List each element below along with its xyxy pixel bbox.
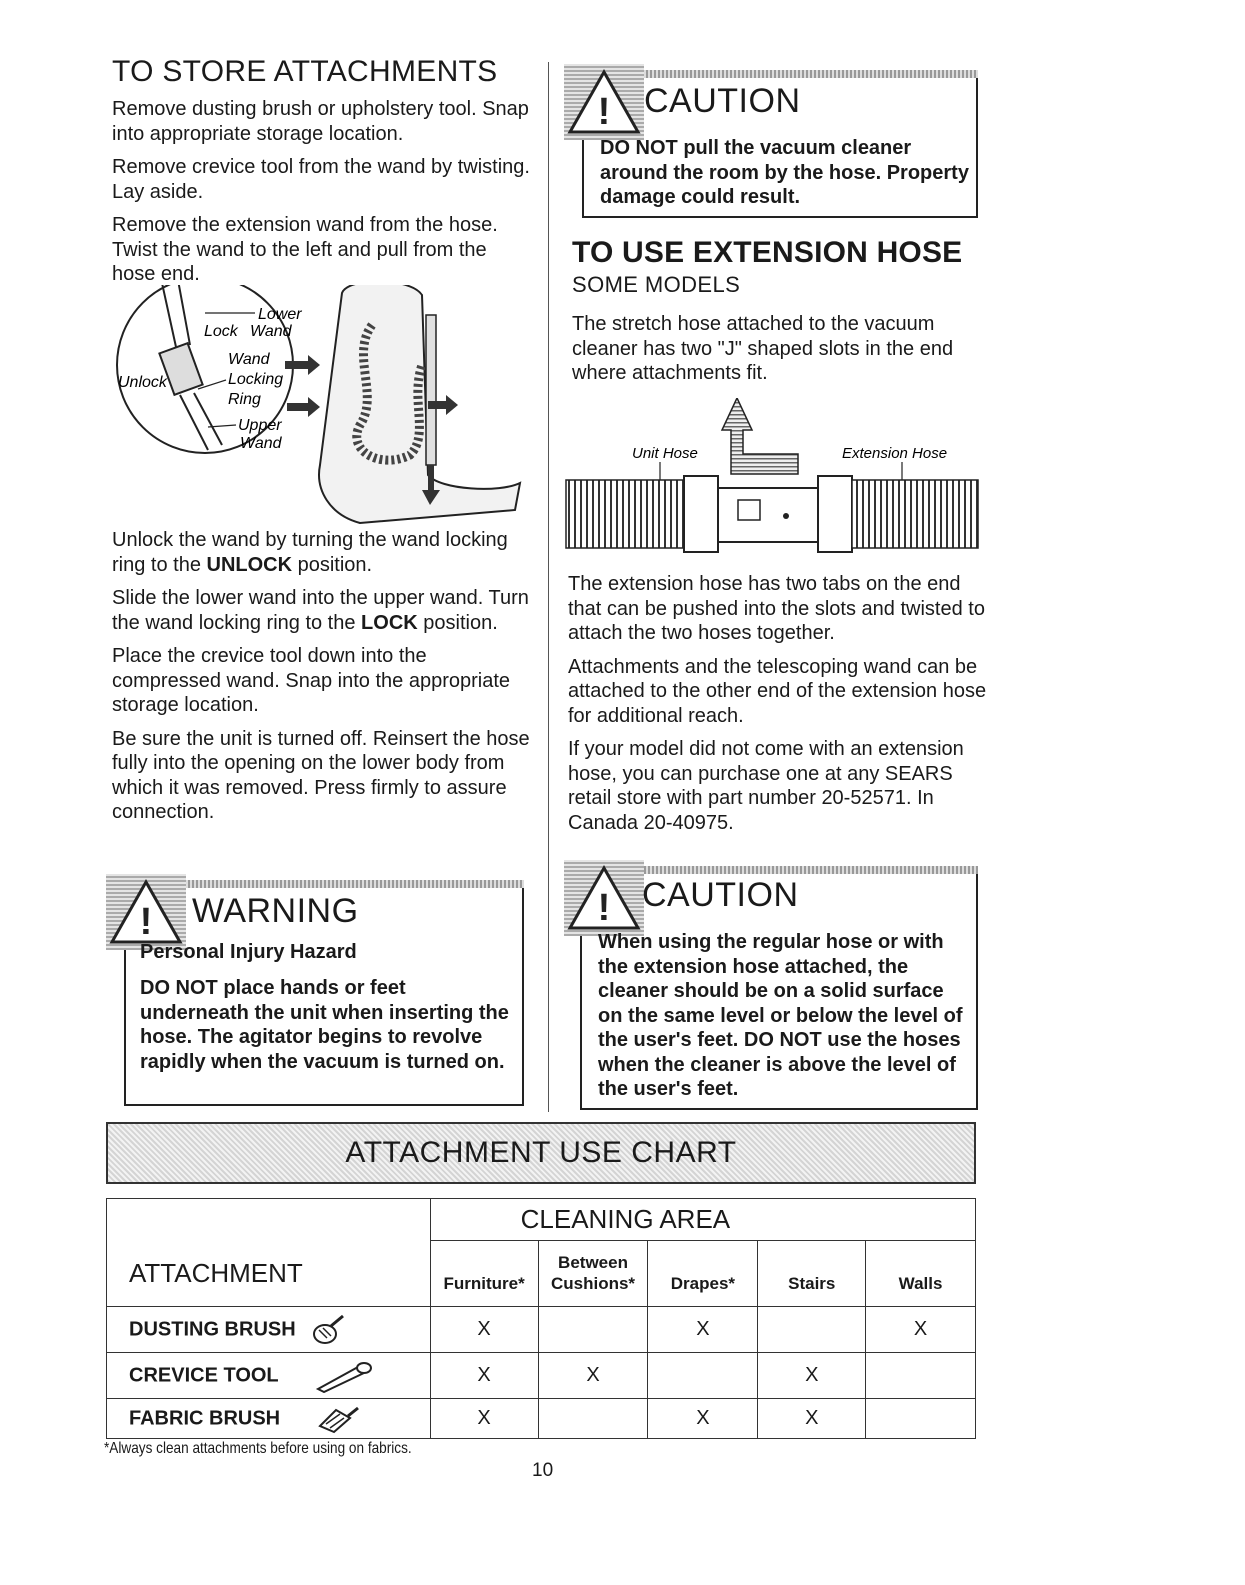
warning-box xyxy=(124,880,524,1106)
extension-hose-subtitle: SOME MODELS xyxy=(572,272,741,297)
extension-hose-section xyxy=(572,236,992,395)
unit-hose-shape xyxy=(566,480,684,548)
store-para-3: Remove the extension wand from the hose. Twist the wand to the left and pull from the hose end. xyxy=(112,214,498,285)
column-header: Drapes* xyxy=(648,1241,758,1307)
caution-1-body: DO NOT pull the vacuum cleaner around the room by the hose. Property damage could result. xyxy=(600,137,969,208)
upper-wand-tube xyxy=(180,393,222,450)
label-lower: Lower xyxy=(258,306,302,323)
caution-1-triangle-icon xyxy=(564,64,644,140)
caution-2-body: When using the regular hose or with the extension hose attached, the cleaner should be on a solid surface on the same level or below the level of the user's feet. DO NOT use the hoses when the cleaner is above the level of the user's feet. xyxy=(598,931,963,1100)
label-unit-hose: Unit Hose xyxy=(632,445,698,462)
mark-cell xyxy=(648,1353,758,1399)
extension-para-3: Attachments and the telescoping wand can be attached to the other end of the extension hose for additional reach. xyxy=(568,655,987,727)
label-lock: Lock xyxy=(204,323,238,340)
store-para-7: Be sure the unit is turned off. Reinsert the hose fully into the opening on the lower body from which it was removed. Press firmly to assure connection. xyxy=(112,727,530,823)
store-attachments-section xyxy=(112,55,532,296)
attachment-header: ATTACHMENT xyxy=(107,1241,431,1307)
ring-arrow-icon xyxy=(287,397,320,417)
mark-cell: X xyxy=(430,1399,538,1439)
svg-text:!: ! xyxy=(597,887,611,929)
extension-para-4: If your model did not come with an extension hose, you can purchase one at any SEARS retail store with part number 20-52571. In Canada 20-40975. xyxy=(568,738,964,834)
mark-cell: X xyxy=(648,1399,758,1439)
caution-2-triangle-icon xyxy=(564,860,644,936)
mark-cell: X xyxy=(648,1307,758,1353)
table-header-row-columns xyxy=(107,1241,976,1307)
label-wand: Wand xyxy=(228,351,270,368)
mark-cell xyxy=(758,1307,866,1353)
table-header-row-area xyxy=(107,1199,976,1241)
column-header: Walls xyxy=(866,1241,976,1307)
warning-icon-background xyxy=(106,874,186,950)
mark-cell: X xyxy=(430,1353,538,1399)
extension-hose-details xyxy=(568,572,988,844)
svg-text:!: ! xyxy=(597,91,611,133)
chart-footnote: *Always clean attachments before using on fabrics. xyxy=(104,1440,412,1457)
wand-locking-diagram xyxy=(110,285,530,525)
caution-box-1 xyxy=(582,70,978,218)
unit-hose-cuff xyxy=(684,476,718,552)
column-divider xyxy=(548,62,549,1112)
extension-hose-title: TO USE EXTENSION HOSE xyxy=(572,236,963,269)
extension-para-1: The stretch hose attached to the vacuum cleaner has two "J" shaped slots in the end where attachments fit. xyxy=(572,313,954,384)
mark-cell: X xyxy=(758,1399,866,1439)
mark-cell xyxy=(538,1399,648,1439)
svg-text:!: ! xyxy=(139,901,153,943)
attachment-use-table xyxy=(106,1198,976,1439)
table-row xyxy=(107,1399,976,1439)
store-attachments-steps xyxy=(112,528,532,834)
caution-2-title: CAUTION xyxy=(642,876,799,914)
store-para-6: Place the crevice tool down into the compressed wand. Snap into the appropriate storage location. xyxy=(112,645,511,716)
attachment-name: CREVICE TOOL xyxy=(129,1363,279,1386)
store-para-2: Remove crevice tool from the wand by twisting. Lay aside. xyxy=(112,156,530,203)
label-extension-hose: Extension Hose xyxy=(842,445,948,462)
attachment-chart-banner xyxy=(106,1122,976,1184)
warning-body: DO NOT place hands or feet underneath the unit when inserting the hose. The agitator begins to revolve rapidly when the vacuum is turned on. xyxy=(140,977,509,1073)
hose-connector xyxy=(718,488,818,542)
caution-2-icon-background xyxy=(564,860,644,936)
column-header: Furniture* xyxy=(430,1241,538,1307)
j-slot-shape xyxy=(738,500,760,520)
label-upper: Upper xyxy=(238,417,282,434)
twist-arrow-icon xyxy=(722,398,798,474)
vacuum-handle xyxy=(426,315,436,465)
lower-wand-tube xyxy=(162,285,190,347)
extension-hose-cuff xyxy=(818,476,852,552)
store-para-5: Slide the lower wand into the upper wand. Turn the wand locking ring to the LOCK position. xyxy=(112,587,529,634)
cleaning-area-header: CLEANING AREA xyxy=(430,1199,975,1241)
mark-cell xyxy=(538,1307,648,1353)
warning-triangle-icon xyxy=(106,874,186,950)
warning-title: WARNING xyxy=(192,892,359,930)
label-unlock: Unlock xyxy=(118,374,167,391)
page-number: 10 xyxy=(532,1460,554,1481)
dusting-brush-icon xyxy=(311,1314,347,1346)
mark-cell: X xyxy=(430,1307,538,1353)
mark-cell: X xyxy=(758,1353,866,1399)
label-wand-top: Wand xyxy=(250,323,292,340)
label-wand-bottom: Wand xyxy=(240,435,282,452)
table-row xyxy=(107,1307,976,1353)
crevice-tool-icon xyxy=(314,1359,374,1393)
store-para-4: Unlock the wand by turning the wand locking ring to the UNLOCK position. xyxy=(112,529,508,576)
label-locking: Locking xyxy=(228,371,284,388)
extension-para-2: The extension hose has two tabs on the end that can be pushed into the slots and twisted to attach the two hoses together. xyxy=(568,573,985,644)
attachment-name: DUSTING BRUSH xyxy=(129,1317,296,1340)
caution-1-title: CAUTION xyxy=(644,82,801,120)
caution-box-2 xyxy=(580,866,978,1110)
table-row xyxy=(107,1353,976,1399)
wand-arrow-icon xyxy=(285,355,320,375)
mark-cell xyxy=(866,1353,976,1399)
warning-hazard-line: Personal Injury Hazard xyxy=(140,941,357,963)
column-header: Stairs xyxy=(758,1241,866,1307)
extension-hose-shape xyxy=(852,480,978,548)
column-header: Between Cushions* xyxy=(538,1241,648,1307)
store-attachments-title: TO STORE ATTACHMENTS xyxy=(112,55,498,88)
label-ring: Ring xyxy=(228,391,261,408)
attachment-chart-title: ATTACHMENT USE CHART xyxy=(345,1136,737,1169)
attachment-name: FABRIC BRUSH xyxy=(129,1406,281,1429)
mark-cell xyxy=(866,1399,976,1439)
fabric-brush-icon xyxy=(316,1404,360,1434)
hose-connection-diagram xyxy=(562,398,982,558)
store-para-1: Remove dusting brush or upholstery tool. Snap into appropriate storage location. xyxy=(112,98,529,145)
caution-1-icon-background xyxy=(564,64,644,140)
mark-cell: X xyxy=(538,1353,648,1399)
mark-cell: X xyxy=(866,1307,976,1353)
